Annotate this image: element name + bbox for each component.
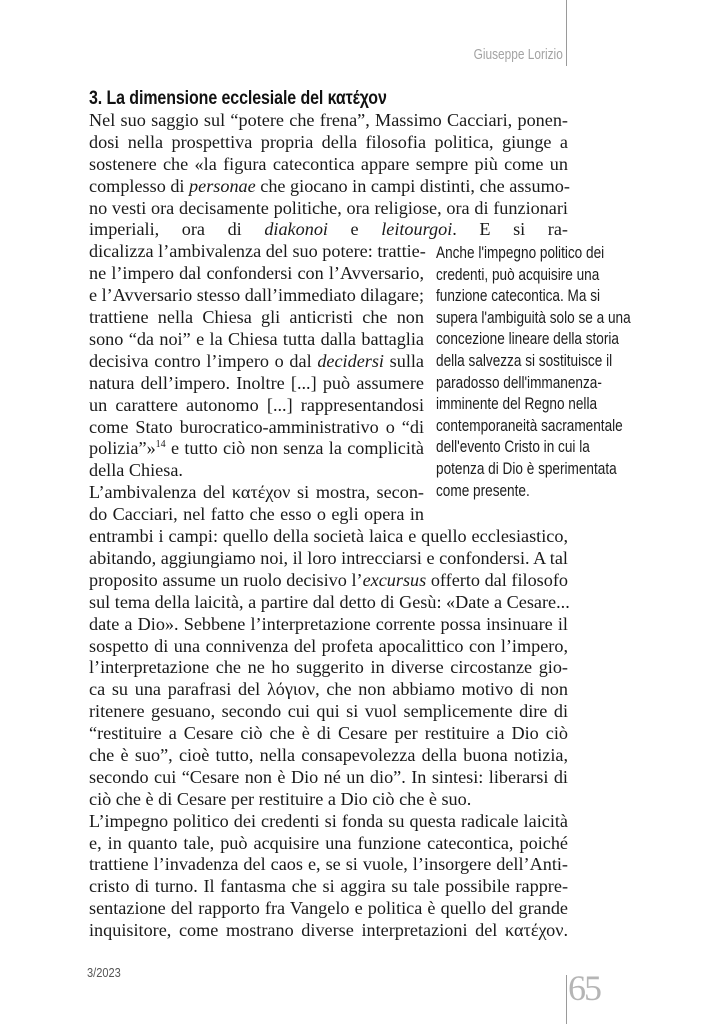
text-line: do Cacciari, nel fatto che esso o egli opera in xyxy=(89,504,424,525)
callout-line: Anche l'impegno politico dei xyxy=(436,243,605,262)
page-number: 65 xyxy=(568,968,600,1008)
text-line: trattiene l’invadenza del caos e, se si vuole, l’insorgere dell’Anti- xyxy=(89,854,568,875)
callout-line: paradosso dell'immanenza- xyxy=(436,372,602,392)
body-paragraph-block-3 xyxy=(89,526,568,942)
text-line: entrambi i campi: quello della società laica e quello ecclesiastico, xyxy=(89,526,568,547)
callout-line: potenza di Dio è sperimentata xyxy=(436,458,617,478)
running-head-author: Giuseppe Lorizio xyxy=(473,47,563,63)
text-line: imperiali, ora di diakonoi e leitourgoi. E si ra- xyxy=(89,219,568,240)
text-line: come Stato burocratico-amministrativo o “di xyxy=(89,416,424,437)
text-line: complesso di personae che giocano in campi distinti, che assumo- xyxy=(89,175,570,196)
italic-term: personae xyxy=(189,175,256,196)
section-heading xyxy=(89,88,387,110)
issue-number: 3/2023 xyxy=(87,965,121,980)
text-line: sul tema della laicità, a partire dal detto di Gesù: «Date a Cesare... xyxy=(89,591,570,612)
text-line: un carattere autonomo [...] rappresentandosi xyxy=(89,394,424,415)
text-line: sospetto di una connivenza del profeta apocalittico con l’impero, xyxy=(89,635,568,656)
text-line: della Chiesa. xyxy=(89,460,183,481)
text-line: l’interpretazione che ne ho suggerito in diverse circostanze gio- xyxy=(89,657,568,678)
text-line: L’ambivalenza del κατέχον si mostra, secon- xyxy=(89,482,424,503)
footnote-reference[interactable]: 14 xyxy=(155,439,166,451)
text-line: date a Dio». Sebbene l’interpretazione corrente possa insinuare il xyxy=(89,613,568,634)
callout-line: funzione catecontica. Ma si xyxy=(436,286,601,306)
text-line: sostenere che «la figura catecontica appare sempre più come un xyxy=(89,153,568,174)
text-line: ciò che è di Cesare per restituire a Dio ciò che è suo. xyxy=(89,788,472,809)
body-paragraph-block-2 xyxy=(89,241,424,526)
text-line: dosi nella prospettiva propria della filosofia politica, giunge a xyxy=(89,131,568,152)
text-line: no vesti ora decisamente politiche, ora religiose, ora di funzionari xyxy=(89,197,568,218)
italic-term: diakonoi xyxy=(264,219,328,240)
callout-line: credenti, può acquisire una xyxy=(436,264,600,284)
text-line: L’impegno politico dei credenti si fonda su questa radicale laicità xyxy=(89,810,568,831)
callout-line: imminente del Regno nella xyxy=(436,394,598,414)
pull-quote-callout xyxy=(436,242,716,501)
text-line: decisiva contro l’impero o dal decidersi sulla xyxy=(89,350,424,371)
text-line: ritenere gesuano, secondo cui qui si vuol semplicemente dire di xyxy=(89,701,568,722)
section-heading-text: 3. La dimensione ecclesiale del xyxy=(89,88,328,109)
text-line: sono “da noi” e la Chiesa tutta dalla battaglia xyxy=(89,328,424,349)
text-line: secondo cui “Cesare non è Dio né un dio”. In sintesi: liberarsi di xyxy=(89,766,568,787)
callout-line: come presente. xyxy=(436,480,530,500)
text-line: trattiene nella Chiesa gli anticristi che non xyxy=(89,307,424,328)
text-line: che è suo”, cioè tutto, nella consapevolezza della buona notizia, xyxy=(89,745,568,765)
text-line: e l’Avversario stesso dall’immediato dilagare; xyxy=(89,285,425,306)
section-heading-greek: κατέχον xyxy=(327,88,387,109)
text-line: abitando, aggiungiamo noi, il loro intrecciarsi e confondersi. A tal xyxy=(89,547,568,568)
text-line: e, in quanto tale, può acquisire una funzione catecontica, poiché xyxy=(89,832,568,853)
callout-line: dell'evento Cristo in cui la xyxy=(436,437,590,457)
footer-vertical-rule xyxy=(566,975,567,1024)
body-paragraph-block-1 xyxy=(89,110,568,241)
callout-line: della salvezza si sostituisce il xyxy=(436,350,613,370)
text-line: sentazione del rapporto fra Vangelo e politica è quello del grande xyxy=(89,898,568,919)
text-line: “restituire a Cesare ciò che è di Cesare per restituire a Dio ciò xyxy=(89,723,568,744)
callout-line: contemporaneità sacramentale xyxy=(436,415,623,435)
text-line: proposito assume un ruolo decisivo l’excursus offerto dal filosofo xyxy=(89,569,568,590)
header-vertical-rule xyxy=(566,0,567,66)
text-line: cristo di turno. Il fantasma che si aggira su tale possibile rappre- xyxy=(89,876,568,897)
text-line: ca su una parafrasi del λόγιον, che non abbiamo motivo di non xyxy=(89,679,568,700)
text-line: inquisitore, come mostrano diverse interpretazioni del κατέχον. xyxy=(89,920,568,941)
italic-term: leitourgoi xyxy=(381,219,453,240)
text-line: dicalizza l’ambivalenza del suo potere: trattie- xyxy=(89,241,426,262)
text-line: Nel suo saggio sul “potere che frena”, Massimo Cacciari, ponen- xyxy=(89,110,568,130)
text-line: natura dell’impero. Inoltre [...] può assumere xyxy=(89,372,424,393)
callout-line: supera l'ambiguità solo se a una xyxy=(436,307,631,327)
callout-line: concezione lineare della storia xyxy=(436,329,619,349)
italic-term: decidersi xyxy=(317,350,384,371)
text-line: polizia”»$^{14}$ e tutto ciò non senza la complicità xyxy=(89,438,424,459)
italic-term: excursus xyxy=(362,569,427,590)
text-line: ne l’impero dal confondersi con l’Avversario, xyxy=(89,263,424,284)
